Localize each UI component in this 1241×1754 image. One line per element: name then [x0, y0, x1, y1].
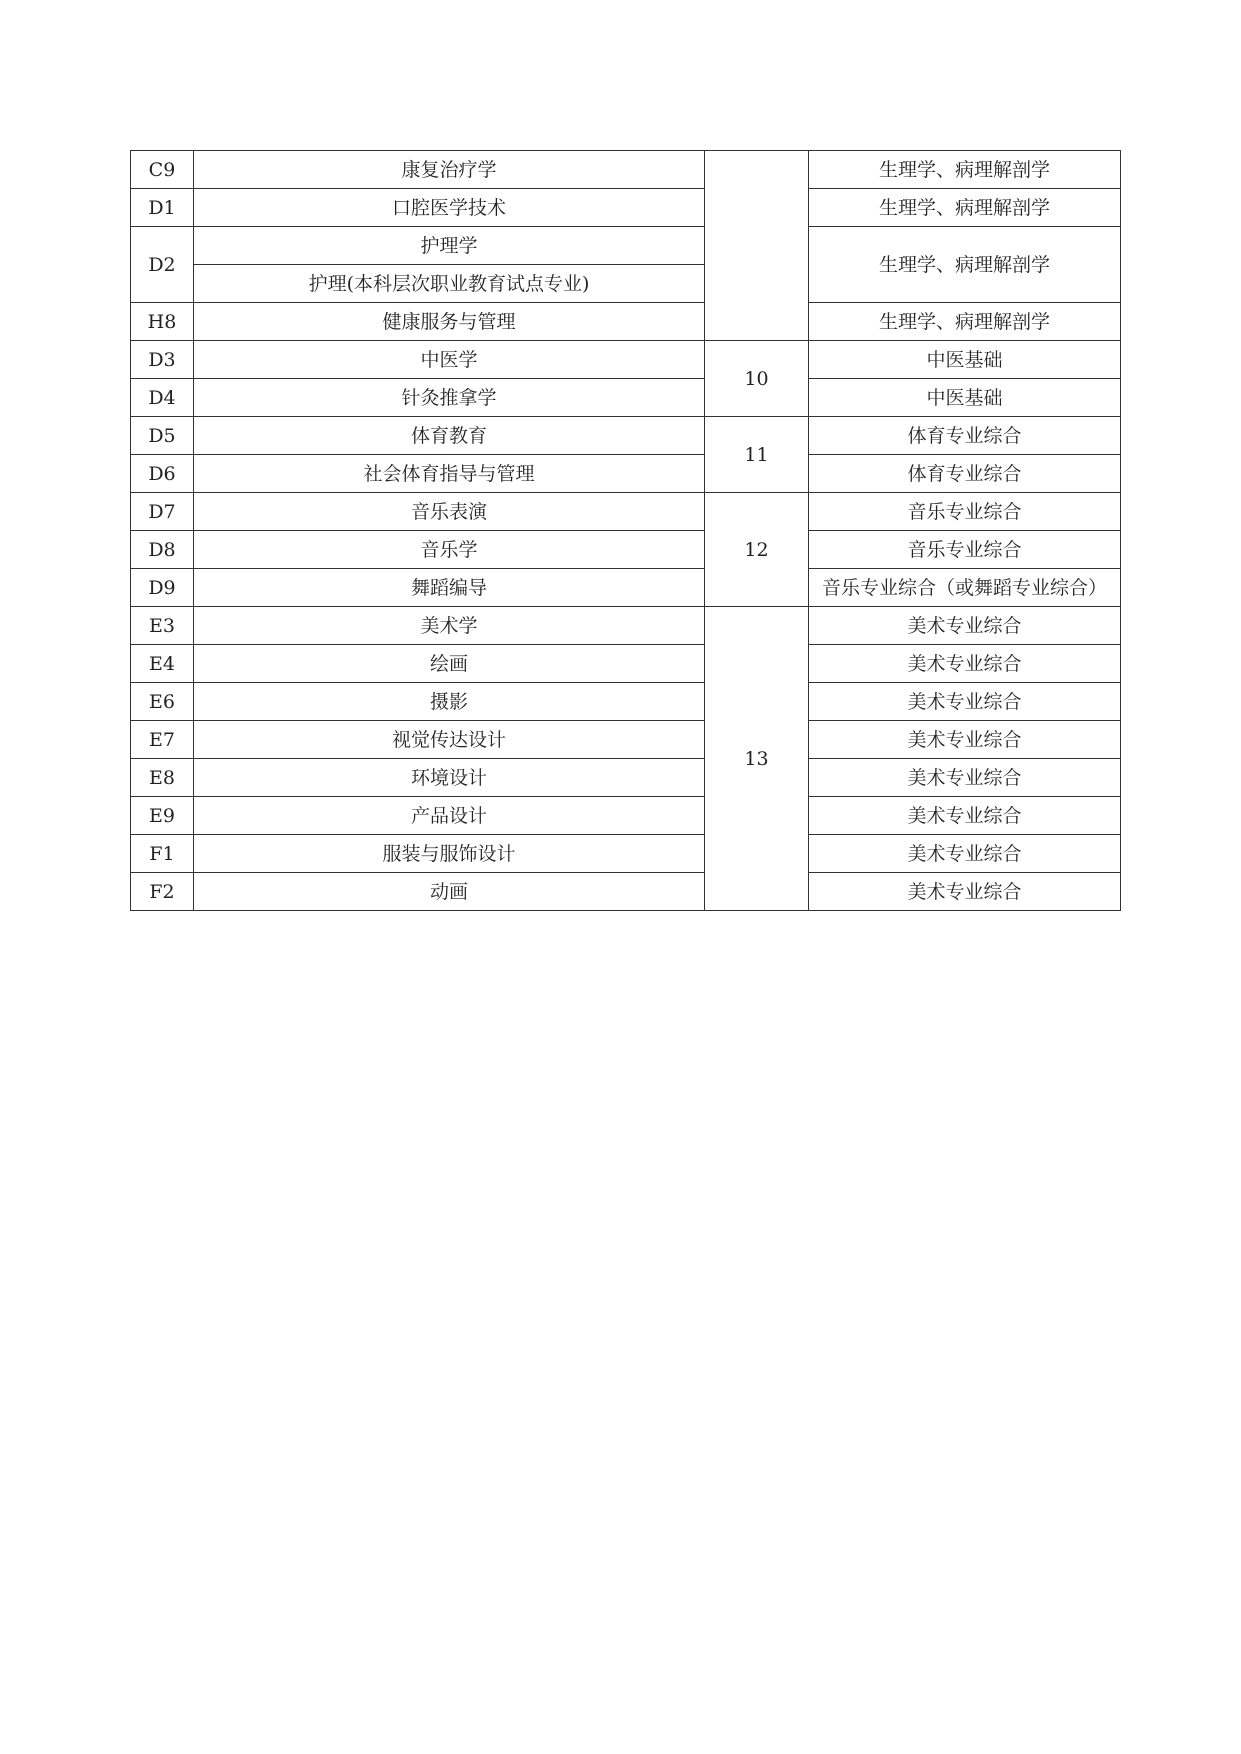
table-row	[131, 417, 1121, 455]
table-row	[131, 607, 1121, 645]
table-row	[131, 303, 1121, 341]
table-row	[131, 455, 1121, 493]
code-cell: D2	[131, 227, 194, 303]
major-cell: 口腔医学技术	[194, 189, 705, 227]
subject-cell: 生理学、病理解剖学	[809, 303, 1121, 341]
table-row	[131, 379, 1121, 417]
table-row	[131, 835, 1121, 873]
major-cell: 产品设计	[194, 797, 705, 835]
major-cell: 服装与服饰设计	[194, 835, 705, 873]
major-cell: 护理(本科层次职业教育试点专业)	[194, 265, 705, 303]
table-row	[131, 797, 1121, 835]
table-row	[131, 493, 1121, 531]
subject-cell: 生理学、病理解剖学	[809, 227, 1121, 303]
table-row	[131, 569, 1121, 607]
table-row	[131, 721, 1121, 759]
major-cell: 绘画	[194, 645, 705, 683]
major-cell: 针灸推拿学	[194, 379, 705, 417]
subject-cell: 体育专业综合	[809, 455, 1121, 493]
code-cell: E3	[131, 607, 194, 645]
code-cell: D8	[131, 531, 194, 569]
major-cell: 舞蹈编导	[194, 569, 705, 607]
major-cell: 健康服务与管理	[194, 303, 705, 341]
code-cell: D4	[131, 379, 194, 417]
code-cell: F1	[131, 835, 194, 873]
code-cell: H8	[131, 303, 194, 341]
table-row	[131, 645, 1121, 683]
major-cell: 美术学	[194, 607, 705, 645]
code-cell: E9	[131, 797, 194, 835]
group-cell	[705, 151, 809, 341]
code-cell: E4	[131, 645, 194, 683]
code-cell: F2	[131, 873, 194, 911]
major-cell: 护理学	[194, 227, 705, 265]
table-row	[131, 227, 1121, 265]
code-cell: D5	[131, 417, 194, 455]
subject-cell: 音乐专业综合（或舞蹈专业综合）	[809, 569, 1121, 607]
major-cell: 体育教育	[194, 417, 705, 455]
code-cell: E7	[131, 721, 194, 759]
subject-cell: 美术专业综合	[809, 835, 1121, 873]
major-cell: 音乐学	[194, 531, 705, 569]
subject-cell: 美术专业综合	[809, 759, 1121, 797]
table-row	[131, 341, 1121, 379]
subject-cell: 美术专业综合	[809, 797, 1121, 835]
major-cell: 中医学	[194, 341, 705, 379]
subject-cell: 生理学、病理解剖学	[809, 151, 1121, 189]
group-cell: 11	[705, 417, 809, 493]
table-row	[131, 873, 1121, 911]
subject-cell: 美术专业综合	[809, 873, 1121, 911]
code-cell: D3	[131, 341, 194, 379]
majors-table	[130, 150, 1121, 911]
subject-cell: 中医基础	[809, 341, 1121, 379]
code-cell: C9	[131, 151, 194, 189]
subject-cell: 美术专业综合	[809, 683, 1121, 721]
major-cell: 动画	[194, 873, 705, 911]
code-cell: D9	[131, 569, 194, 607]
table-row	[131, 759, 1121, 797]
subject-cell: 美术专业综合	[809, 607, 1121, 645]
code-cell: D1	[131, 189, 194, 227]
group-cell: 10	[705, 341, 809, 417]
table-row	[131, 189, 1121, 227]
group-cell: 12	[705, 493, 809, 607]
code-cell: D6	[131, 455, 194, 493]
group-cell: 13	[705, 607, 809, 911]
code-cell: D7	[131, 493, 194, 531]
major-cell: 环境设计	[194, 759, 705, 797]
table-row	[131, 151, 1121, 189]
major-cell: 视觉传达设计	[194, 721, 705, 759]
subject-cell: 中医基础	[809, 379, 1121, 417]
major-cell: 音乐表演	[194, 493, 705, 531]
subject-cell: 体育专业综合	[809, 417, 1121, 455]
major-cell: 社会体育指导与管理	[194, 455, 705, 493]
code-cell: E8	[131, 759, 194, 797]
major-cell: 摄影	[194, 683, 705, 721]
subject-cell: 音乐专业综合	[809, 493, 1121, 531]
table-row	[131, 531, 1121, 569]
subject-cell: 音乐专业综合	[809, 531, 1121, 569]
table-row	[131, 683, 1121, 721]
code-cell: E6	[131, 683, 194, 721]
subject-cell: 生理学、病理解剖学	[809, 189, 1121, 227]
subject-cell: 美术专业综合	[809, 721, 1121, 759]
major-cell: 康复治疗学	[194, 151, 705, 189]
subject-cell: 美术专业综合	[809, 645, 1121, 683]
